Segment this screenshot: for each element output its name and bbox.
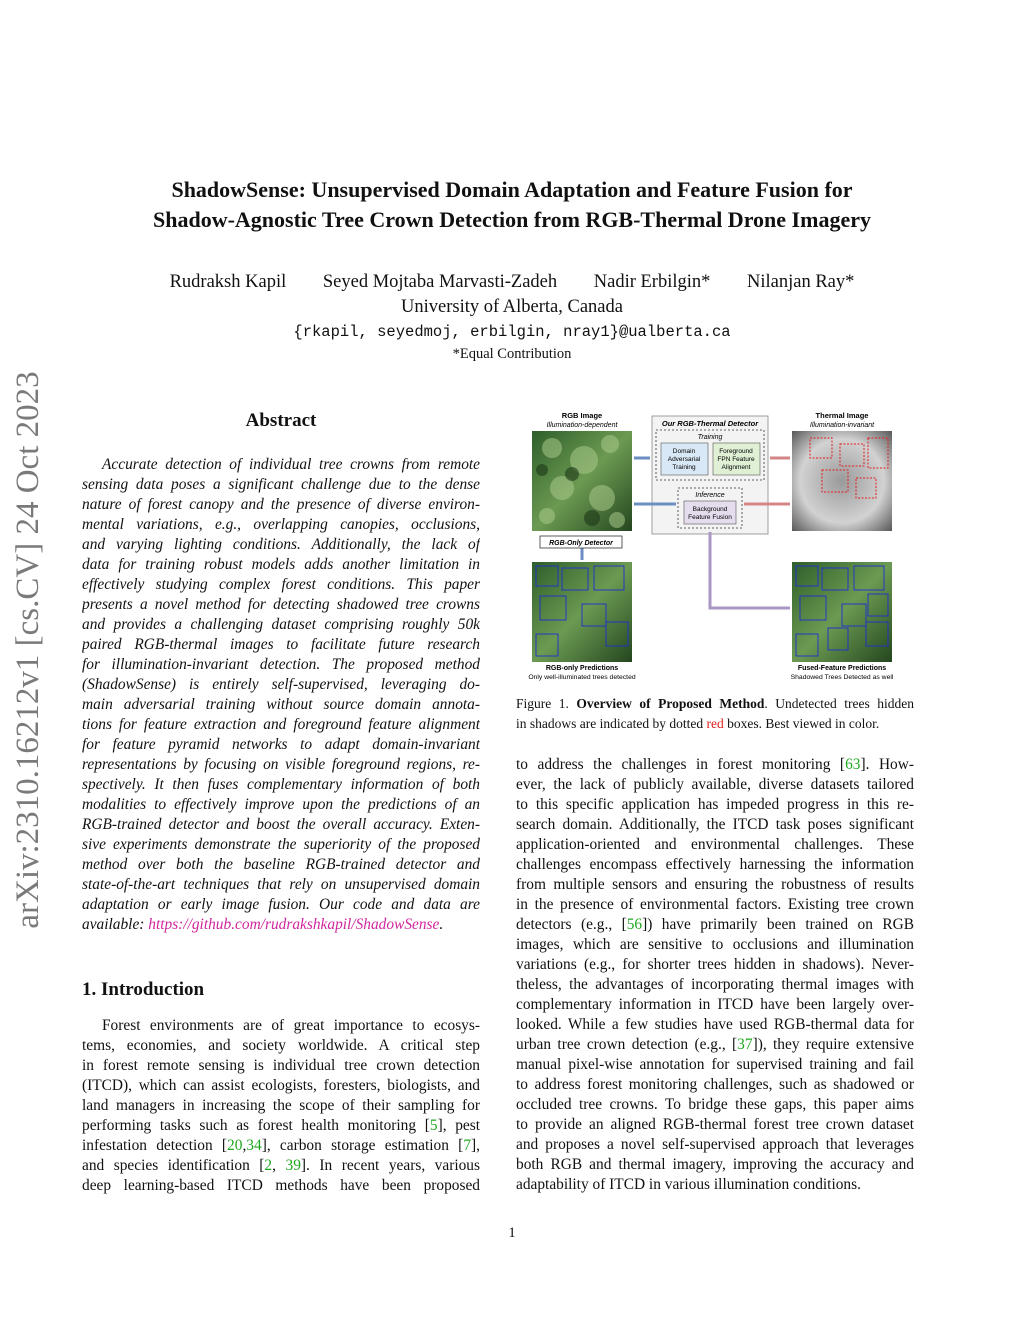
author-3: Nadir Erbilgin* bbox=[593, 272, 711, 292]
text-line: representations by focusing on visible foreground regions, re- bbox=[82, 756, 480, 773]
title-line-2: Shadow-Agnostic Tree Crown Detection from RGB-Thermal Drone Imagery bbox=[153, 207, 871, 232]
abstract-last-prefix: available: bbox=[82, 916, 149, 933]
box1-line3: Training bbox=[672, 464, 696, 471]
text-line: and proposes a novel self-supervised approach that leverages bbox=[516, 1136, 914, 1153]
box2-line2: FPN Feature bbox=[717, 456, 755, 463]
author-1: Rudraksh Kapil bbox=[169, 272, 287, 292]
box3-line2: Feature Fusion bbox=[688, 514, 732, 521]
text-line: data for training robust models adds another limitation in bbox=[82, 556, 480, 573]
text-line: looked. While a few studies have used RGB-thermal data for bbox=[516, 1016, 914, 1033]
inference-label: Inference bbox=[695, 492, 725, 499]
citation-link[interactable]: 2 bbox=[264, 1157, 273, 1174]
intro-line: performing tasks such as forest health monitoring [5], pest bbox=[82, 1117, 480, 1134]
citation-link[interactable]: 37 bbox=[737, 1036, 753, 1053]
text-line: variations (e.g., for shorter trees hidden in shadows). Never- bbox=[516, 956, 914, 973]
text-line: occluded tree crowns. To bridge these gaps, this paper aims bbox=[516, 1096, 914, 1113]
abstract-last-suffix: . bbox=[439, 916, 444, 933]
intro-line: and species identification [2, 39]. In recent years, various bbox=[82, 1157, 480, 1174]
text-line: modalities to effectively improve upon the predictions of an bbox=[82, 796, 480, 813]
text-line: for illumination-invariant detection. The proposed method bbox=[82, 656, 480, 673]
box1-line1: Domain bbox=[672, 448, 696, 455]
text-line: application-oriented and environmental challenges. These bbox=[516, 836, 914, 853]
citation-link[interactable]: 63 bbox=[845, 756, 861, 773]
right-line: detectors (e.g., [56]) have primarily been trained on RGB bbox=[516, 916, 914, 933]
citation-link[interactable]: 20 bbox=[227, 1137, 243, 1154]
text-line: (ShadowSense) is entirely self-supervised, leveraging do- bbox=[82, 676, 480, 693]
citation-link[interactable]: 39 bbox=[285, 1157, 301, 1174]
abstract-heading: Abstract bbox=[245, 410, 317, 431]
paper-title bbox=[60, 175, 964, 235]
text-line: manual pixel-wise annotation for supervised training and fail bbox=[516, 1056, 914, 1073]
caption-line-1: Figure 1. Overview of Proposed Method. Undetected trees hidden bbox=[516, 696, 914, 711]
box2-line1: Foreground bbox=[719, 448, 753, 455]
equal-contribution-note: *Equal Contribution bbox=[452, 346, 572, 362]
abstract-last-line bbox=[82, 915, 480, 935]
text-line: sive experiments demonstrate the superiority of the proposed bbox=[82, 836, 480, 853]
text-line: from multiple sensors and ensuring the robustness of results bbox=[516, 876, 914, 893]
title-line-1: ShadowSense: Unsupervised Domain Adaptation and Feature Fusion for bbox=[171, 177, 853, 202]
text-line: tions for feature extraction and foreground feature alignment bbox=[82, 716, 480, 733]
rgb-pred-title: RGB-only Predictions bbox=[545, 665, 619, 672]
text-line: and provides a challenging dataset comprising roughly 50k bbox=[82, 616, 480, 633]
text-line: search domain. Additionally, the ITCD task poses significant bbox=[516, 816, 914, 833]
text-line: Forest environments are of great importance to ecosys- bbox=[102, 1017, 480, 1034]
text-line: to address forest monitoring challenges, such as shadowed or bbox=[516, 1076, 914, 1093]
intro-line: deep learning-based ITCD methods have been proposed bbox=[82, 1177, 480, 1194]
intro-heading: 1. Introduction bbox=[82, 979, 205, 1000]
text-line: in forest remote sensing is individual tree crown detection bbox=[82, 1057, 480, 1074]
rgb-only-detector-label: RGB-Only Detector bbox=[549, 540, 613, 547]
text-line: in the presence of environmental factors. Existing tree crown bbox=[516, 896, 914, 913]
thermal-image bbox=[792, 431, 892, 531]
right-column-body bbox=[516, 755, 914, 1195]
citation-link[interactable]: 56 bbox=[626, 916, 643, 933]
box3-line1: Background bbox=[692, 506, 728, 513]
text-line: paired RGB-thermal images to facilitate future research bbox=[82, 636, 480, 653]
text-line: RGB-trained detector and boost the overall accuracy. Exten- bbox=[82, 816, 480, 833]
text-line: images, which are sensitive to occlusions and illumination bbox=[516, 936, 914, 953]
intro-line: infestation detection [20,34], carbon storage estimation [7], bbox=[82, 1137, 480, 1154]
figure-caption bbox=[516, 695, 914, 735]
text-line: theless, the advantages of incorporating thermal images with bbox=[516, 976, 914, 993]
thermal-image-title: Thermal Image bbox=[815, 411, 869, 420]
right-line: urban tree crown detection (e.g., [37]), they require extensive bbox=[516, 1036, 914, 1053]
citation-link[interactable]: 5 bbox=[429, 1117, 438, 1134]
text-line: method over both the baseline RGB-trained detector and bbox=[82, 856, 480, 873]
text-line: (ITCD), which can assist ecologists, foresters, biologists, and bbox=[82, 1077, 480, 1094]
rgb-pred-subtitle: Only well-illuminated trees detected bbox=[528, 674, 636, 681]
arxiv-id: arXiv:2310.16212v1 [cs.CV] 24 Oct 2023 bbox=[10, 371, 46, 929]
affiliation: University of Alberta, Canada bbox=[401, 297, 623, 317]
abstract-body bbox=[82, 455, 480, 935]
box1-line2: Adversarial bbox=[667, 456, 701, 463]
author-4: Nilanjan Ray* bbox=[747, 272, 855, 292]
arxiv-stamp bbox=[2, 360, 54, 940]
text-line: adaptation or early image fusion. Our code and data are bbox=[82, 896, 480, 913]
author-emails: {rkapil, seyedmoj, erbilgin, nray1}@ualberta.ca bbox=[293, 323, 731, 341]
detector-title: Our RGB-Thermal Detector bbox=[661, 419, 759, 428]
author-list bbox=[60, 270, 964, 294]
text-line: challenges encompass effectively harnessing the information bbox=[516, 856, 914, 873]
thermal-image-subtitle: Illumination-invariant bbox=[809, 422, 875, 429]
citation-link[interactable]: 7 bbox=[463, 1137, 472, 1154]
text-line: Accurate detection of individual tree crowns from remote bbox=[102, 456, 480, 473]
text-line: ever, the lack of publicly available, diverse datasets tailored bbox=[516, 776, 914, 793]
caption-red-word: red bbox=[706, 716, 724, 731]
author-2: Seyed Mojtaba Marvasti-Zadeh bbox=[322, 272, 558, 292]
text-line: to this specific application has impeded progress in this re- bbox=[516, 796, 914, 813]
rgb-image-title: RGB Image bbox=[561, 411, 603, 420]
text-line: to provide an aligned RGB-thermal forest tree crown dataset bbox=[516, 1116, 914, 1133]
training-label: Training bbox=[697, 434, 723, 441]
text-line: effectively studying complex forest conditions. This paper bbox=[82, 576, 480, 593]
caption-line-2: in shadows are indicated by dotted red boxes. Best viewed in color. bbox=[516, 716, 880, 731]
rgb-image-subtitle: Illumination-dependent bbox=[546, 422, 618, 429]
text-line: land managers in increasing the scope of their sampling for bbox=[82, 1097, 480, 1114]
text-line: mental variations, e.g., overlapping canopies, occlusions, bbox=[82, 516, 480, 533]
text-line: and varying lighting conditions. Additionally, the lack of bbox=[82, 536, 480, 553]
fused-pred-title: Fused-Feature Predictions bbox=[797, 665, 887, 672]
caption-bold: Overview of Proposed Method bbox=[576, 696, 765, 711]
text-line: tems, economies, and society worldwide. A critical step bbox=[82, 1037, 480, 1054]
fused-pred-subtitle: Shadowed Trees Detected as well bbox=[790, 674, 894, 681]
citation-link[interactable]: 34 bbox=[246, 1137, 262, 1154]
text-line: main adversarial training without source domain annota- bbox=[82, 696, 480, 713]
figure-1 bbox=[522, 408, 914, 684]
text-line: nature of forest canopy and the presence of diverse environ- bbox=[82, 496, 480, 513]
text-line: both RGB and thermal imagery, improving the accuracy and bbox=[516, 1156, 914, 1173]
code-link[interactable]: https://github.com/rudrakshkapil/ShadowSense bbox=[148, 916, 440, 933]
overview-diagram bbox=[522, 408, 914, 684]
fusion-output-arrow bbox=[710, 532, 790, 608]
right-line: adaptability of ITCD in various illumination conditions. bbox=[516, 1176, 861, 1193]
text-line: presents a novel method for detecting shadowed tree crowns bbox=[82, 596, 480, 613]
text-line: sensing data poses a significant challenge due to the dense bbox=[82, 476, 480, 493]
right-line: to address the challenges in forest monitoring [63]. How- bbox=[516, 756, 914, 773]
intro-body bbox=[82, 1016, 480, 1196]
box2-line3: Alignment bbox=[721, 464, 751, 471]
text-line: complementary information in ITCD have been largely over- bbox=[516, 996, 914, 1013]
text-line: spectively. It then fuses complementary information of both bbox=[82, 776, 480, 793]
text-line: for feature pyramid networks to adapt domain-invariant bbox=[82, 736, 480, 753]
page-number: 1 bbox=[508, 1225, 516, 1241]
text-line: state-of-the-art techniques that rely on unsupervised domain bbox=[82, 876, 480, 893]
